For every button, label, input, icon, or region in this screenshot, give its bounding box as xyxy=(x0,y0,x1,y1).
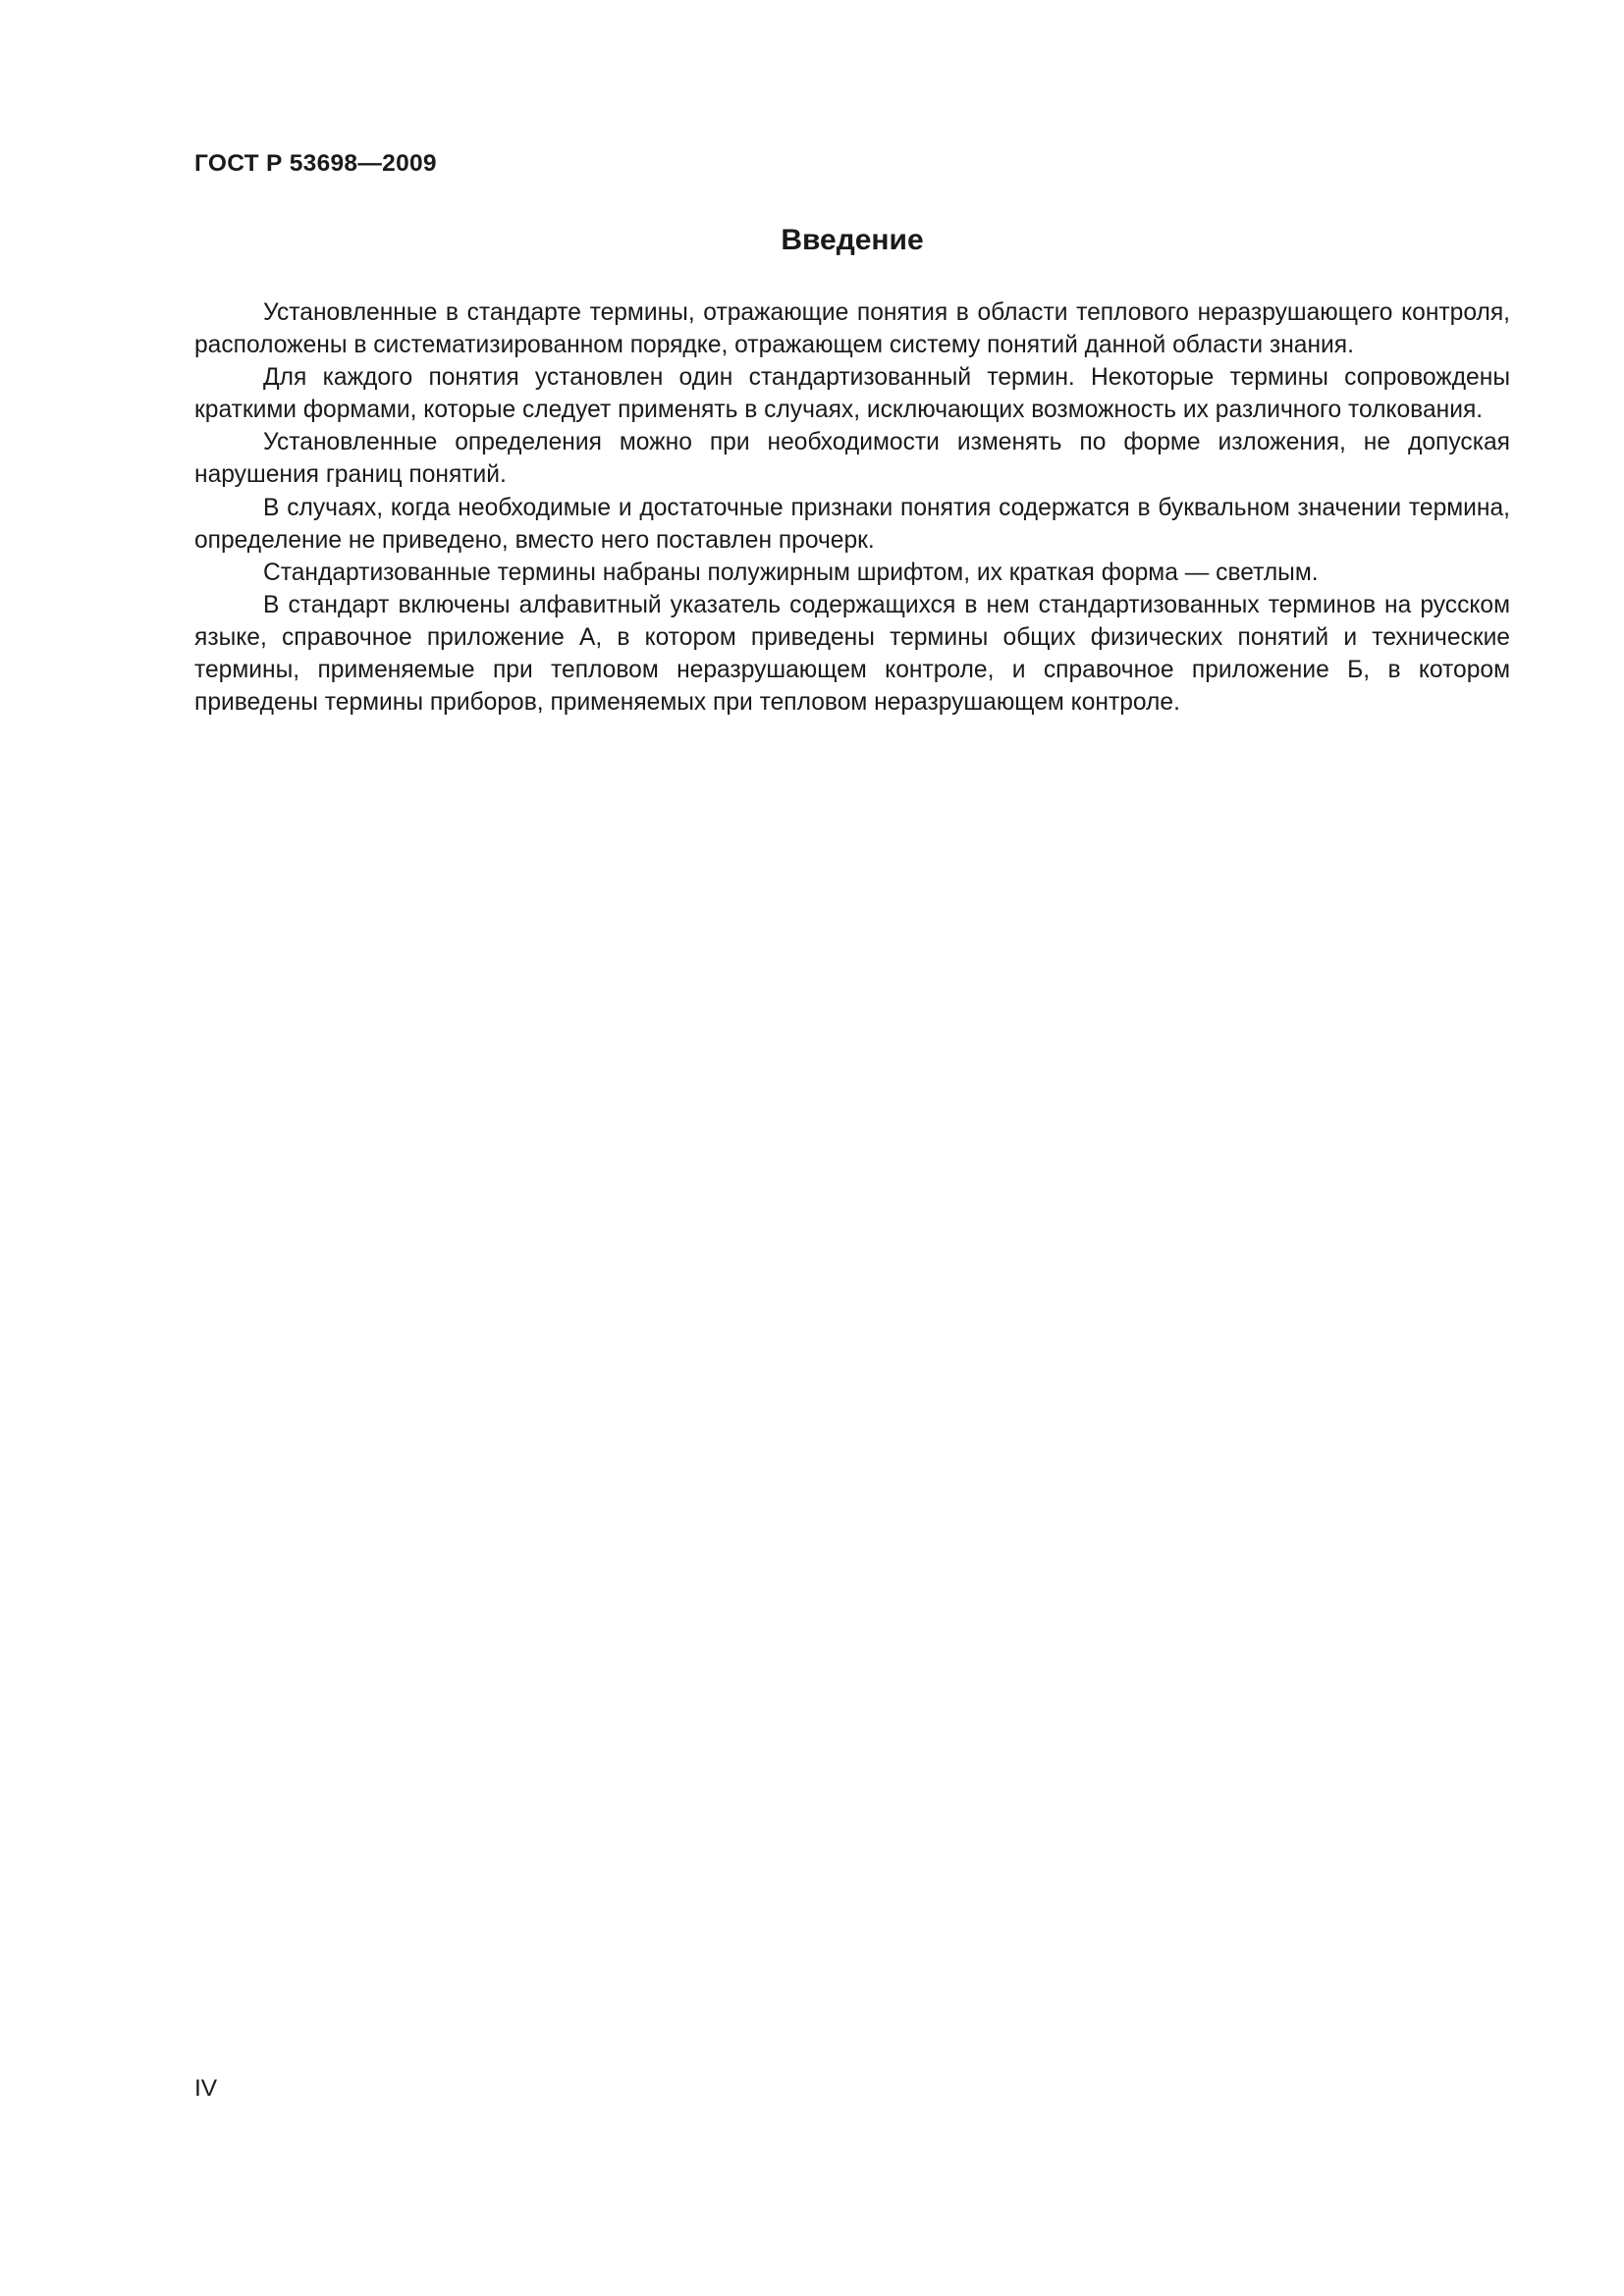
page-number: IV xyxy=(194,2075,218,2102)
introduction-body xyxy=(194,296,1510,719)
paragraph: Для каждого понятия установлен один стандартизованный термин. Некоторые термины сопровождены краткими формами, которые следует применять в случаях, исключающих возможность их различного толкования. xyxy=(194,364,1510,424)
paragraph: Установленные в стандарте термины, отражающие понятия в области теплового неразрушающего контроля, расположены в систематизированном порядке, отражающем систему понятий данной области знания. xyxy=(194,299,1510,359)
paragraph: В случаях, когда необходимые и достаточные признаки понятия содержатся в буквальном значении термина, определение не приведено, вместо него поставлен прочерк. xyxy=(194,494,1510,554)
section-title: Введение xyxy=(781,224,924,256)
paragraph: В стандарт включены алфавитный указатель содержащихся в нем стандартизованных терминов на русском языке, справочное приложение А, в котором приведены термины общих физических понятий и технические термины, применяемые при тепловом неразрушающем контроле, и справочное приложение Б, в котором приведены термины приборов, применяемых при тепловом неразрушающем контроле. xyxy=(194,591,1510,717)
document-id-header: ГОСТ Р 53698—2009 xyxy=(194,150,437,177)
paragraph: Установленные определения можно при необходимости изменять по форме изложения, не допуская нарушения границ понятий. xyxy=(194,429,1510,489)
paragraph: Стандартизованные термины набраны полужирным шрифтом, их краткая форма — светлым. xyxy=(263,559,1319,586)
